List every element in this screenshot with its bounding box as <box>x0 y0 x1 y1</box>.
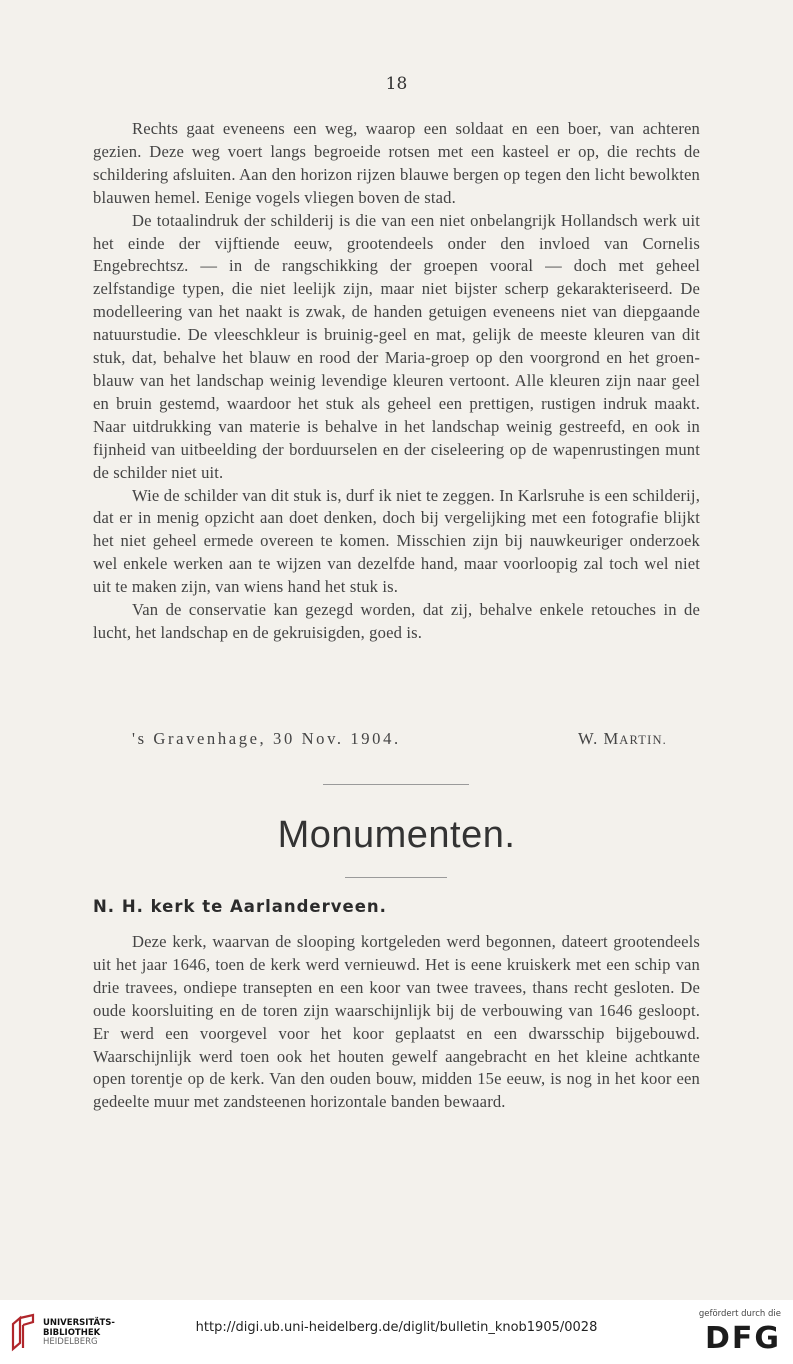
footer-bar <box>0 1300 793 1364</box>
paragraph: Rechts gaat eveneens een weg, waarop een soldaat en een boer, van achteren gezien. Deze weg voert langs begroeide rotsen met een kasteel er op, die rechts de schildering afsluiten. Aan den horizon rijzen blauwe bergen op tegen den licht bewolkten blauwen hemel. Eenige vogels vliegen boven de stad. <box>93 119 700 207</box>
permalink-url[interactable]: http://digi.ub.uni-heidelberg.de/diglit/bulletin_knob1905/0028 <box>195 1320 598 1335</box>
section-body <box>93 931 700 1114</box>
article-continuation <box>93 118 700 645</box>
section-title: Monumenten. <box>277 814 516 856</box>
signature-author <box>578 729 667 749</box>
page-number: 18 <box>385 74 408 94</box>
sponsor-label: gefördert durch die <box>698 1309 781 1319</box>
paragraph: Deze kerk, waarvan de slooping kortgeleden werd begonnen, dateert grootendeels uit het jaar 1646, toen de kerk werd vernieuwd. Het is eene kruiskerk met een schip van drie travees, ondiepe transepten en een koor van twee travees, thans recht gesloten. De oude koorsluiting en de toren zijn waarschijnlijk bij de verbouwing van 1646 gesloopt. Er werd een voorgevel voor het koor geplaatst en een dwarsschip bijgebouwd. Waarschijnlijk werd toen ook het houten gewelf aangebracht en het kleine achtkante open torentje op de kerk. Van den ouden bouw, midden 15e eeuw, is nog in het koor een gedeelte muur met zandsteenen horizontale banden bewaard. <box>93 932 700 1112</box>
signature-line <box>132 729 667 749</box>
library-line: UNIVERSITÄTS- <box>43 1318 115 1328</box>
paragraph: Van de conservatie kan gezegd worden, dat zij, behalve enkele retouches in de lucht, het landschap en de gekruisigden, goed is. <box>93 600 700 642</box>
library-line: HEIDELBERG <box>43 1337 98 1347</box>
author-surname: ARTIN. <box>619 733 667 747</box>
dfg-logo: DFG <box>704 1321 781 1356</box>
paragraph: Wie de schilder van dit stuk is, durf ik niet te zeggen. In Karlsruhe is een schilderij, dat er in menig opzicht aan doet denken, doch bij vergelijking met een fotografie blijkt het niet geheel ermede overeen te komen. Misschien zijn bij nauwkeuriger onderzoek wel enkele werken aan te wijzen van dezelfde hand, maar voorloopig zal toch wel niet uit te maken zijn, van wiens hand het stuk is. <box>93 485 700 597</box>
signature-place-date: 's Gravenhage, 30 Nov. 1904. <box>132 729 401 748</box>
subsection-title: N. H. kerk te Aarlanderveen. <box>93 897 387 916</box>
author-initial: W. M <box>578 729 620 748</box>
paragraph: De totaalindruk der schilderij is die van een niet onbelangrijk Hollandsch werk uit het einde der vijftiende eeuw, grootendeels onder den invloed van Cornelis Engebrechtsz. — in de rangschikking der groepen vooral — doch met geheel zelfstandige typen, die niet leelijk zijn, maar niet bijster scherp gekarakteriseerd. De modelleering van het naakt is zwak, de handen getuigen eveneens niet van diepgaande natuurstudie. De vleeschkleur is bruinig-geel en mat, gelijk de meeste kleuren van dit stuk, dat, behalve het blauw en rood der Maria-groep op den voorgrond en het groen-blauw van het landschap weinig levendige kleuren vertoont. Alle kleuren zijn naar geel en bruin gestemd, waardoor het stuk als geheel een prettigen, rustigen indruk maakt. Naar uitdrukking van materie is behalve in het landschap weinig gestreefd, en ook in fijnheid van uitbeelding der borduurselen en der ciseleering op de wapenrustingen munt de schilder niet uit. <box>93 210 700 482</box>
divider <box>323 784 469 785</box>
library-line: BIBLIOTHEK <box>43 1327 101 1338</box>
divider <box>345 877 447 878</box>
